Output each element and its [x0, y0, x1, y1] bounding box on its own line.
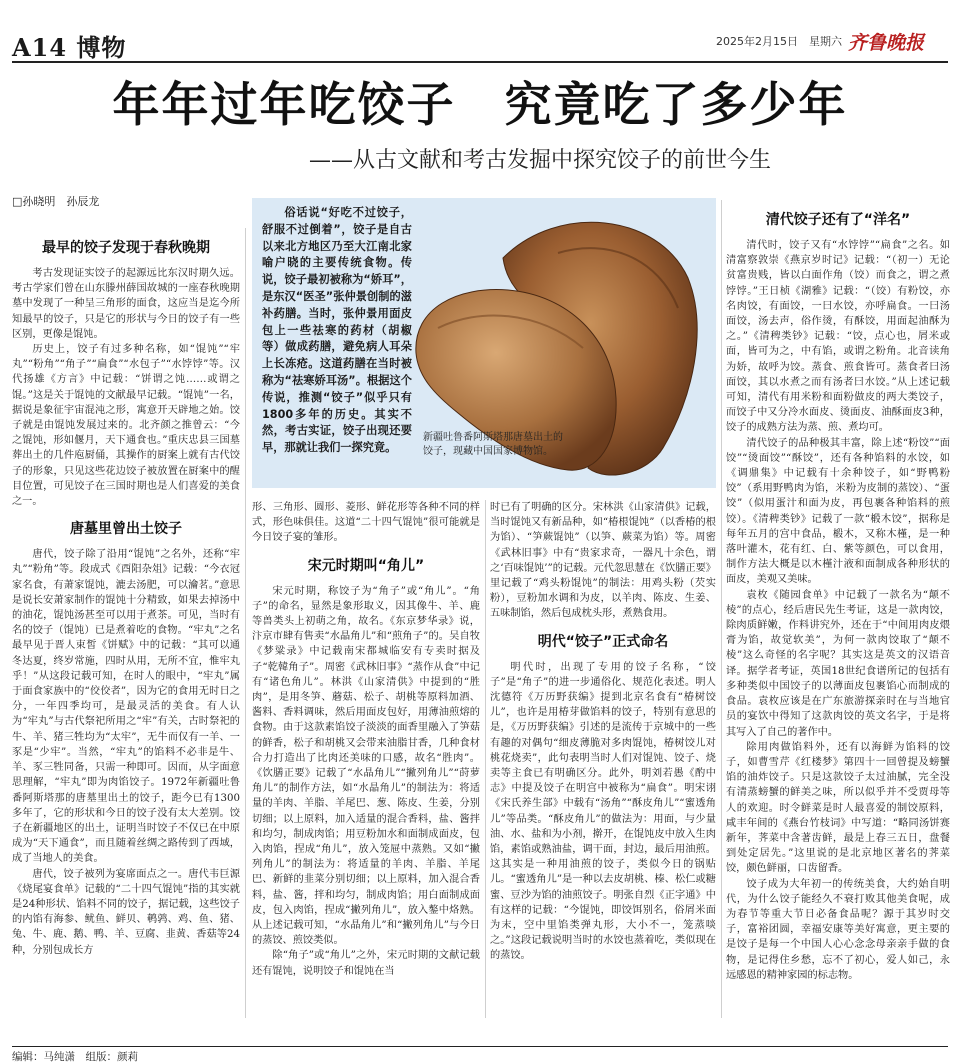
body-paragraph: 除“角子”或“角儿”之外，宋元时期的文献记载还有馄饨，说明饺子和馄饨在当 [252, 950, 480, 977]
article-title: 年年过年吃饺子 究竟吃了多少年 [112, 78, 848, 133]
section-heading: 最早的饺子发现于春秋晚期 [42, 240, 210, 256]
body-paragraph: 饺子成为大年初一的传统美食，大约始自明代，为什么饺子能经久不衰打败其他美食呢，成为春节等重大节日必备食品呢？源于其岁时交子，富裕团圆，幸福安康等美好寓意，更主要的是饺子是每一个中国人心心念念母亲亲手做的食物，是记得住乡愁，忘不了初心，爱人如己，永远感恩的精神家园的标志物。 [726, 878, 950, 981]
header-rule [12, 61, 948, 63]
footer-rule [12, 1046, 948, 1047]
section-heading: 唐墓里曾出土饺子 [70, 521, 182, 538]
column-4 [726, 200, 950, 1018]
intro-text [262, 205, 412, 481]
section-code: A14 [12, 33, 68, 62]
body-paragraph: 除用肉做馅料外，还有以海鲜为馅料的饺子，如曹雪芹《红楼梦》第四十一回曾提及螃蟹馅的油炸饺子。只是这款饺子太过油腻，完全没有清蒸螃蟹的鲜美之味，所以似乎并不受贾母等人的欢迎。时令鲜菜是时人最喜爱的制饺原料，咸丰年间的《燕台竹枝词》中写道：“略同汤饼赛新年，荠菜中含著齿鲜，最是上春三五日，盘餐到处定居先。”这里说的是北京地区著名的荠菜饺，颇色鲜丽，口齿留香。 [726, 741, 950, 875]
issue-date: 2025年2月15日 星期六 [716, 35, 842, 48]
body-paragraph: 历史上，饺子有过多种名称，如“馄饨”“牢丸”“粉角”“角子”“扁食”“水包子”“水饽饽”等。汉代扬雄《方言》中记载：“饼谓之饨……或谓之馄。”这是关于馄饨的文献最早记载。“馄饨”一名，据说是象征宇宙混沌之形，寓意开天辟地之始。饺子就是由馄饨发展过来的。北齐颜之推曾云：“今之馄饨，形如偃月，天下通食也。”重庆忠县三国墓葬出土的几件庖厨俑，其操作的厨案上就有古代饺子的形象，只见这些花边饺子被放置在厨案中的醒目位置，可见饺子在三国时期也是人们喜爱的美食之一。 [12, 344, 240, 508]
column-divider [485, 500, 486, 1018]
body-paragraph: 明代时，出现了专用的饺子名称，“饺子”是“角子”的进一步通俗化、规范化表述。明人沈德符《万历野获编》提到北京名食有“椿树饺儿”，也许是用椿芽做馅料的饺子，特别有意思的是，《万历野获编》引述的是流传于京城中的一些有趣的对偶句“细皮薄脆对多肉馄饨，椿树饺儿对桃花烧卖”，此句表明当时人们对馄饨、饺子、烧卖等主食已有明确区分。此外，明刘若愚《酌中志》中提及饺子在明宫中被称为“扁食”。明宋诩《宋氏养生部》中载有“汤角”“酥皮角儿”“蜜透角儿”等品类。“酥皮角儿”的做法为：用面，与少量油、水、盐和为小剂，擀开，在馄饨皮中放入生肉馅，素馅或熟油盐，调干面，封边，最后用油煎。这其实是一种用油煎的饺子，类似今日的锅贴儿。“蜜透角儿”是一种以去皮胡桃、榛、松仁或糖蜜、豆沙为馅的油煎饺子。明张自烈《正字通》中有这样的记载：“今馄饨，即饺饵别名，俗屑米面为末，空中里馅类弹丸形，大小不一，笼蒸啖之。”这段记载说明当时的水饺也蒸着吃，类似现在的蒸饺。 [490, 661, 716, 962]
body-paragraph: 时已有了明确的区分。宋林洪《山家清供》记载，当时馄饨又有新品种，如“椿根馄饨”（以香椿的根为馅）、“笋蕨馄饨”（以笋、蕨菜为馅）等。周密《武林旧事》中有“贵家求奇，一器凡十余色，谓之‘百味馄饨’”的记载。元代忽思慧在《饮膳正要》里记载了“鸡头粉馄饨”的制法：用鸡头粉（芡实粉），豆粉加水调和为皮，以羊肉、陈皮、生姜、五味制馅，然后包成枕头形，煮熟食用。 [490, 502, 716, 620]
intro-paragraph: 俗话说“好吃不过饺子，舒服不过倒着”，饺子是自古以来北方地区乃至大江南北家喻户晓的主要传统食物。传说，饺子最初被称为“娇耳”，是东汉“医圣”张仲景创制的滋补药膳。当时，张仲景用面皮包上一些祛寒的药材（胡椒等）做成药膳，避免病人耳朵上长冻疮。这道药膳在当时被称为“祛寒娇耳汤”。根据这个传说，推测“饺子”似乎只有1800多年的历史。其实不然，考古实证，饺子出现还要早，那就让我们一探究竟。 [262, 206, 412, 455]
body-paragraph: 考古发现证实饺子的起源远比东汉时期久远。考古学家们曾在山东滕州薛国故城的一座春秋晚期墓中发现了一种呈三角形的面食，这应当是迄今所知最早的饺子，只是它的形状与今日的饺子有一些区别，更像是馄饨。 [12, 268, 240, 340]
body-paragraph: 清代饺子的品种极其丰富，除上述“粉饺”“面饺”“烫面饺”“酥饺”，还有各种馅料的水饺，如《调鼎集》中记载有十余种饺子，如“野鸭粉饺”（系用野鸭肉为馅，米粉为皮制的蒸饺）、“蛋饺”（似用蛋汁和面为皮，再包裹各种馅料的煎饺）。《清稗类钞》记载了一款“椴木饺”，据称是每年五月的宫中食品，椴木，又称木槿，是一种落叶灌木，花有红、白、紫等颜色，可以食用，制作方法大概是以木槿汁液和面制成各种形状的面皮，美观又美味。 [726, 437, 950, 586]
body-paragraph: 唐代，饺子被列为宴席面点之一。唐代韦巨源《烧尾宴食单》记载的“二十四气馄饨”指的其实就是24种形状、馅料不同的饺子，据记载，这些饺子的内馅有海参、鱿鱼、鲜贝、鹌鹑、鸡、鱼、猪、兔、牛、鹿、鹅、鸭、羊、豆腐、韭黄、香菇等24种，分别包成长方 [12, 868, 240, 956]
column-divider [721, 200, 722, 1018]
article-subtitle: ——从古文献和考古发掘中探究饺子的前世今生 [308, 148, 771, 173]
photo-caption: 新疆吐鲁番阿斯塔那唐墓出土的饺子，现藏中国国家博物馆。 [423, 432, 563, 457]
section-label [12, 28, 126, 63]
body-paragraph: 袁枚《随园食单》中记载了一款名为“颠不棱”的点心，经后唐民先生考证，这是一款肉饺，除肉质鲜嫩，作料讲究外，还在于“中间用肉皮煨膏为馅，故觉软美”，为何一款肉饺取了“颠不棱”这么奇怪的名字呢？其实这是英文的汉语音译。据学者考证，英国18世纪食谱所记的包括有多种类似中国饺子的以薄面皮包裹馅心而制成的食品。袁枚应该是在广东旅游探亲时在与当地官员的宴饮中得知了这款肉饺的英文名字，于是将其写入了自己的著作中。 [726, 589, 950, 738]
section-heading: 明代“饺子”正式命名 [537, 633, 669, 650]
column-divider [245, 228, 246, 1018]
column-1 [12, 228, 240, 1018]
body-paragraph: 形、三角形、圆形、菱形、鲜花形等各种不同的样式，形色味俱佳。这道“二十四气馄饨”很可能就是今日饺子宴的雏形。 [252, 502, 480, 544]
editor-credits: 编辑：马纯潇 组版：颜莉 [12, 1051, 138, 1063]
section-heading: 清代饺子还有了“洋名” [765, 212, 911, 228]
column-3 [490, 500, 716, 1018]
newspaper-logo: 齐鲁晚报 [848, 32, 925, 54]
byline: □孙晓明 孙辰龙 [12, 195, 100, 208]
body-paragraph: 宋元时期，称饺子为“角子”或“角儿”。“角子”的命名，显然是象形取义，因其像牛、羊、鹿等兽类头上初萌之角，故名。《东京梦华录》说，汴京市肆有售卖“水晶角儿”和“煎角子”的。吴自牧《梦粱录》中记载南宋都城临安有专卖时据及子“乾韓角子”。周密《武林旧事》“蒸作从食”中记有“诸色角儿”。林洪《山家清供》中提到的“胜肉”，是用冬笋、蘑菇、松子、胡桃等原料加酒、酱料、香料调味，然后用面皮包好，用薄油煎熔的食物。由于这款素馅饺子淡淡的面香里融入了笋菇的鲜香，松子和胡桃又会带来油脂甘香，几种食材合力打造出了比肉还美味的口感，故名“胜肉”。《饮膳正要》记载了“水晶角儿”“撇列角儿”“莳萝角儿”的制作方法，如“水晶角儿”的制法为：将适量的羊肉、羊脂、羊尾巴、葱、陈皮、生姜，分别切细；以上原料，加入适量的混合香料，盐、酱拌和均匀，制成肉馅；用豆粉加水和面制成面皮，包入肉馅，捏成“角儿”，放入笼屉中蒸熟。又如“撇列角儿”的制法为：将适量的羊肉、羊脂、羊尾巴、新鲜的韭菜分别切细；以上原料，加入混合香料，盐、酱，拌和均匀，制成肉馅；用白面制成面皮，包入肉馅，捏成“撇列角儿”，放入鏊中烙熟。从上述记载可知，“水晶角儿”和“撇列角儿”与今日的蒸饺、煎饺类似。 [252, 585, 480, 947]
body-paragraph: 清代时，饺子又有“水饽饽”“扁食”之名。如清富察敦崇《燕京岁时记》记载：“（初一）无论贫富贵贱，皆以白面作角（饺）而食之，谓之煮饽饽。”王日桢《湖雅》记载：“（饺）有粉饺，亦名肉饺，有面饺，一曰水饺，亦呼扁食。一曰汤面饺，汤去声，俗作烫，有酥饺，用面起油酥为之。”《清稗类钞》记载：“饺，点心也，屑米或面，皆可为之，中有馅，或谓之粉角。北音读角为娇，故呼为饺。蒸食、煎食皆可。蒸食者曰汤面饺，其以水煮之而有汤者曰水饺。”从上述记载可知，清代有用米粉和面粉做皮的两大类饺子，而饺子中又分冷水面皮、烫面皮、油酥面皮3种，饺子的成熟方法为蒸、煎、煮均可。 [726, 240, 950, 434]
body-paragraph: 唐代，饺子除了沿用“馄饨”之名外，还称“牢丸”“粉角”等。段成式《酉阳杂俎》记载：“今衣冠家名食，有萧家馄饨，漉去汤肥，可以瀹茗。”意思是说长安萧家制作的馄饨十分精致，如果去掉汤中的油花，馄饨汤甚至可以用于煮茶。可见，当时有名的饺子（馄饨）已是煮着吃的食物。“牢丸”之名最早见于晋人束皙《饼赋》中的记载：“其可以通冬达夏，终岁常施，四时从用，无所不宜，惟牢丸乎！”从这段记载可知，在时人的眼中，“牢丸”属于面食家族中的“佼佼者”，因为它的食用无时日之分，一年四季均可，是最灵活的美食。有人认为“牢丸”与古代祭祀所用之“牢”有关，古时祭祀的牛、羊、猪三牲均为“太牢”，无牛而仅有一羊、一豕是“少牢”。当然，“牢丸”的馅料不必非是牛、羊、豕三牲同备，只需一种即可。因而，从字面意思理解，“牢丸”即为肉馅饺子。1972年新疆吐鲁番阿斯塔那的唐墓里出土的饺子，距今已有1300多年了，它的形状和今日的饺子没有太大差别。饺子在新疆地区的出土，证明当时饺子不仅已在中原成为“天下通食”，而且随着丝绸之路传到了西域，成了当地人的美食。 [12, 549, 240, 865]
section-name: 博物 [76, 33, 127, 62]
section-heading: 宋元时期叫“角儿” [307, 557, 425, 574]
column-2 [252, 500, 480, 1018]
